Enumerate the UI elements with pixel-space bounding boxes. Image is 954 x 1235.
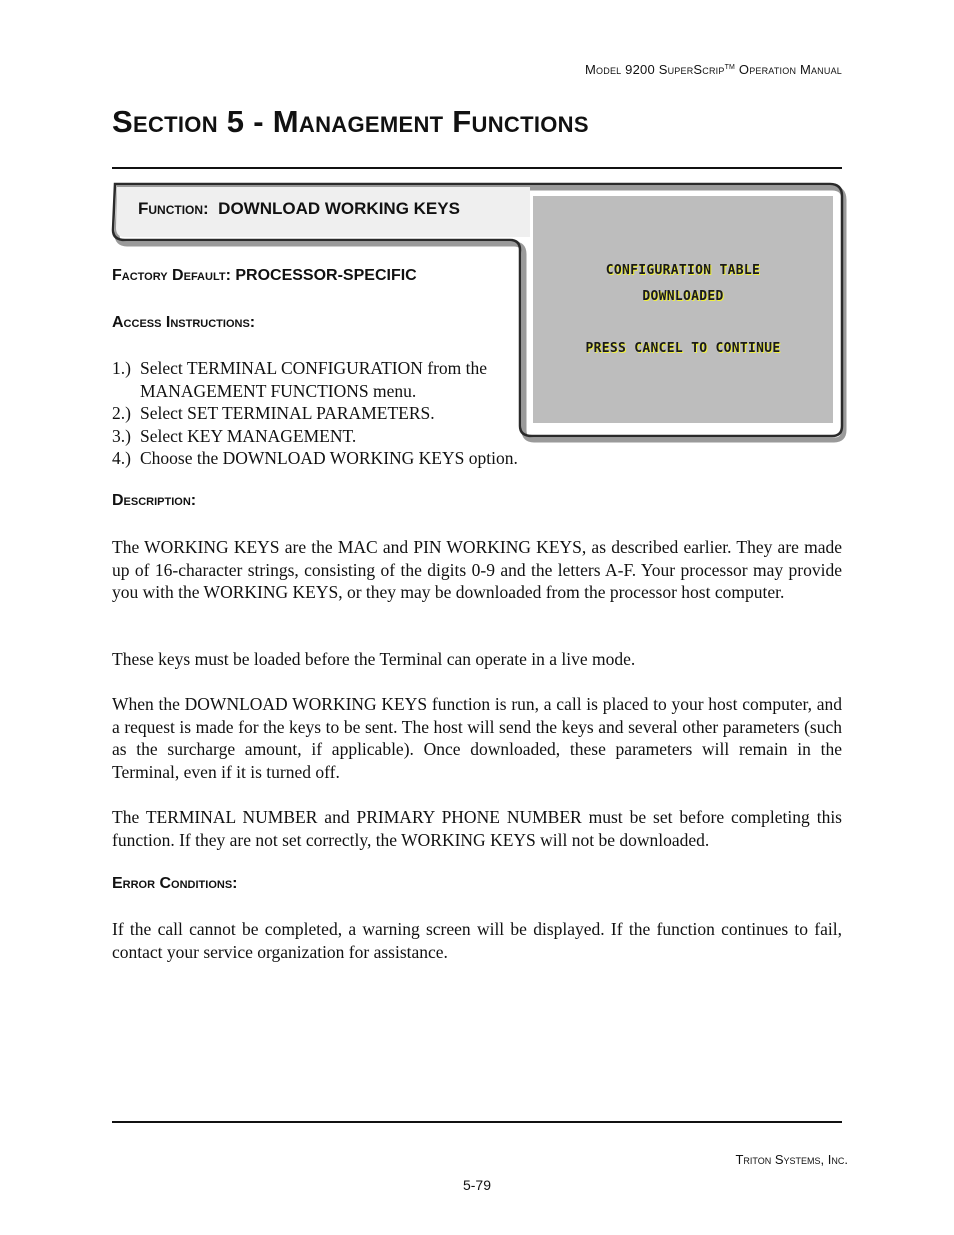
factory-default — [112, 267, 417, 285]
running-title-text: Model 9200 SuperScrip — [585, 62, 725, 77]
error-conditions-paragraph: If the call cannot be completed, a warning screen will be displayed. If the function continues to fail, contact your service organization for assistance. — [112, 919, 842, 962]
step-text: Choose the DOWNLOAD WORKING KEYS option. — [140, 448, 518, 468]
step-number: 4.) — [112, 448, 131, 468]
section-title: Section 5 - Management Functions — [112, 104, 589, 139]
description-paragraph: The TERMINAL NUMBER and PRIMARY PHONE NUMBER must be set before completing this function. If they are not set correctly, the WORKING KEYS will not be downloaded. — [112, 807, 842, 850]
factory-default-value: PROCESSOR-SPECIFIC — [235, 267, 417, 284]
access-steps-list — [112, 357, 518, 470]
running-title-text-end: Operation Manual — [735, 62, 842, 77]
access-instructions-heading: Access Instructions: — [112, 314, 256, 331]
list-item — [112, 357, 518, 402]
step-text: Select SET TERMINAL PARAMETERS. — [140, 403, 435, 423]
trademark-mark: TM — [724, 64, 736, 71]
step-text-line: Select TERMINAL CONFIGURATION from the — [140, 358, 488, 378]
list-item — [112, 447, 518, 470]
step-text: Select KEY MANAGEMENT. — [140, 425, 357, 446]
footer-company: Triton Systems, Inc. — [735, 1152, 848, 1167]
lcd-screen — [533, 196, 833, 423]
description-paragraph: The WORKING KEYS are the MAC and PIN WORKING KEYS, as described earlier. They are made up of 16-character strings, consisting of the digits 0-9 and the letters A-F. Your processor may provide you with the WORKING KEYS, or they may be downloaded from the processor host computer. — [112, 537, 842, 602]
description-paragraph: These keys must be loaded before the Terminal can operate in a live mode. — [112, 649, 636, 669]
bottom-divider — [112, 1121, 842, 1123]
step-number: 1.) — [112, 358, 131, 378]
factory-default-label: Factory Default: — [112, 267, 231, 284]
step-number: 2.) — [112, 403, 131, 423]
function-label-key: Function: — [138, 199, 209, 218]
step-text — [140, 357, 487, 402]
list-item — [112, 425, 518, 448]
lcd-line: PRESS CANCEL TO CONTINUE — [585, 341, 781, 356]
step-number: 3.) — [112, 425, 131, 446]
lcd-line: DOWNLOADED — [642, 289, 724, 304]
error-conditions-heading: Error Conditions: — [112, 875, 238, 892]
step-text-continuation: MANAGEMENT FUNCTIONS menu. — [140, 380, 417, 401]
description-paragraph: When the DOWNLOAD WORKING KEYS function is run, a call is placed to your host computer, and a request is made for the keys to be sent. The host will send the keys and several other parameters (such as the surcharge amount, if applicable). Once downloaded, these parameters will remain in the Terminal, even if it is turned off. — [112, 694, 842, 782]
lcd-line: CONFIGURATION TABLE — [605, 263, 761, 278]
function-label — [138, 199, 460, 219]
function-label-value: DOWNLOAD WORKING KEYS — [218, 199, 460, 218]
list-item — [112, 402, 518, 425]
page-number: 5-79 — [462, 1177, 492, 1193]
description-heading: Description: — [112, 492, 197, 509]
